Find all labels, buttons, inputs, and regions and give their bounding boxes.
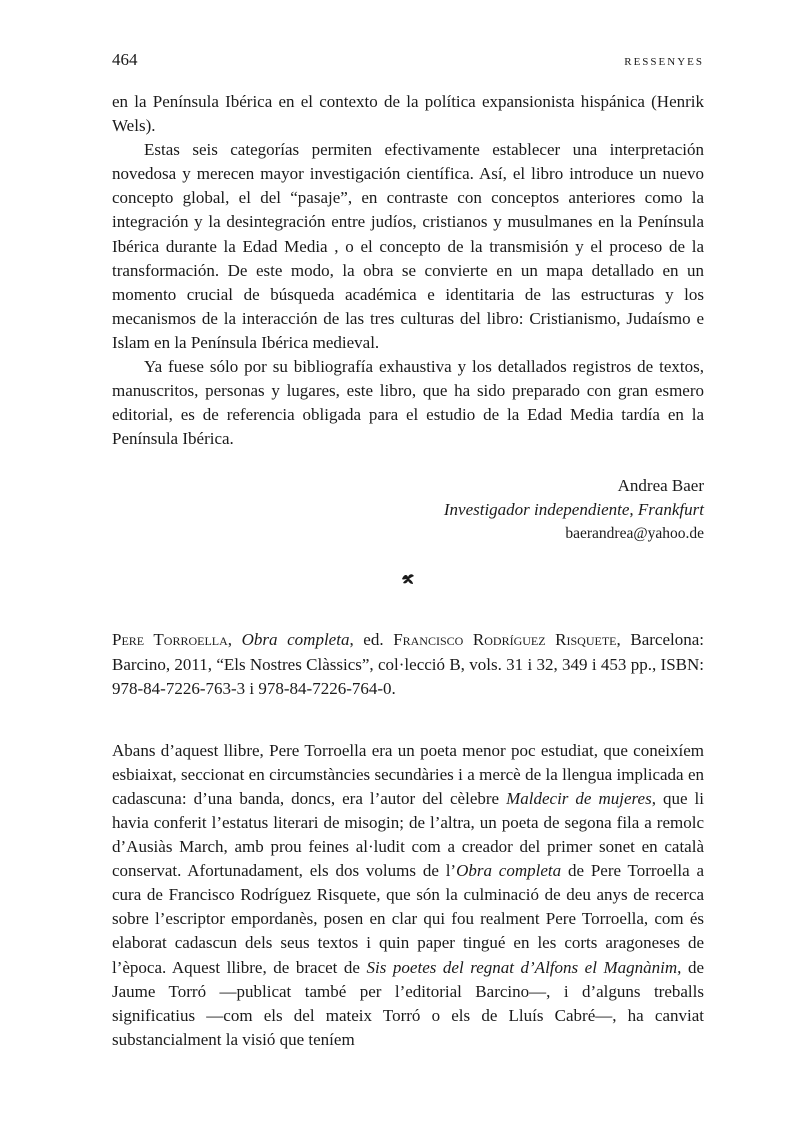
paragraph: en la Península Ibérica en el contexto de la política expansionista hispánica (Henrik Wels). <box>112 92 704 136</box>
section-divider <box>112 570 704 590</box>
running-title: RESSENYES <box>624 56 704 68</box>
body-text: de Pere Torroella a cura de Francisco Rodríguez Risquete, que són la culminació de deu anys de recerca sobre l’escriptor empordanès, posen en clar qui fou realment Pere Torroella, com és elaborat cadascun dels seus textos i quin paper tingué en les corts aragoneses de l’època. Aquest llibre, de bracet de <box>112 861 704 977</box>
citation-text: , ed. <box>349 630 394 650</box>
page-header <box>112 50 704 70</box>
cited-author: Pere Torroella <box>112 630 228 650</box>
italic-title: Obra completa <box>456 861 562 881</box>
author-name: Andrea Baer <box>617 476 704 496</box>
review-paragraph <box>112 739 704 1052</box>
author-email: baerandrea@yahoo.de <box>565 525 704 543</box>
cited-editor: Francisco Rodríguez Risquete <box>393 630 617 650</box>
citation-text: , <box>227 630 242 650</box>
paragraph: Ya fuese sólo por su bibliografía exhaustiva y los detallados registros de textos, manuscritos, personas y lugares, este libro, que ha sido preparado con gran esmero editorial, es de referencia obligada para el estudio de la Edad Media tardía en la Península Ibérica. <box>112 357 704 449</box>
fleuron-icon <box>400 570 416 586</box>
page-number: 464 <box>112 50 138 69</box>
body-text: , que li havia conferit l’estatus literari de misogin; de l’altra, un poeta de segona fila a remolc d’Ausiàs March, amb prou feines al·ludit com a creador del primer sonet en català conservat. Afortunadament, els dos volums de l’ <box>112 788 704 881</box>
body-text: , de Jaume Torró —publicat també per l’editorial Barcino—, i d’alguns treballs significatius —com els del mateix Torró o els de Lluís Cabré—, ha canviat substancialment la visió que teníem <box>112 957 705 1049</box>
cited-title: Obra completa <box>241 630 350 650</box>
bibliographic-citation <box>112 628 704 700</box>
paragraph: Estas seis categorías permiten efectivamente establecer una interpretación novedosa y merecen mayor investigación científica. Así, el libro introduce un nuevo concepto global, el del “pasaje”, en contraste con conceptos anteriores como la integración y la desintegración entre judíos, cristianos y musulmanes en la Península Ibérica durante la Edad Media , o el concepto de la transmisión y el proceso de la transformación. De este modo, la obra se convierte en un mapa detallado en un momento crucial de búsqueda académica e identitaria de las estructuras y los mecanismos de la interacción de las tres culturas del libro: Cristianismo, Judaísmo e Islam en la Península Ibérica medieval. <box>112 140 704 352</box>
italic-title: Maldecir de mujeres <box>506 788 652 808</box>
citation-text: , Barcelona: Barcino, 2011, “Els Nostres Clàssics”, col·lecció B, vols. 31 i 32, 349 i 453 pp., ISBN: 978-84-7226-763-3 i 978-84-7226-764-0. <box>112 630 704 698</box>
review-signature <box>112 474 704 546</box>
author-affiliation: Investigador independiente, Frankfurt <box>443 500 704 520</box>
document-page <box>112 50 704 1052</box>
italic-title: Sis poetes del regnat d’Alfons el Magnànim <box>366 957 678 977</box>
body-text: Abans d’aquest llibre, Pere Torroella era un poeta menor poc estudiat, que coneixíem esbiaixat, seccionat en circumstàncies secundàries i a mercè de la llengua implicada en cadascuna: d’una banda, doncs, era l’autor del cèlebre <box>112 740 704 808</box>
